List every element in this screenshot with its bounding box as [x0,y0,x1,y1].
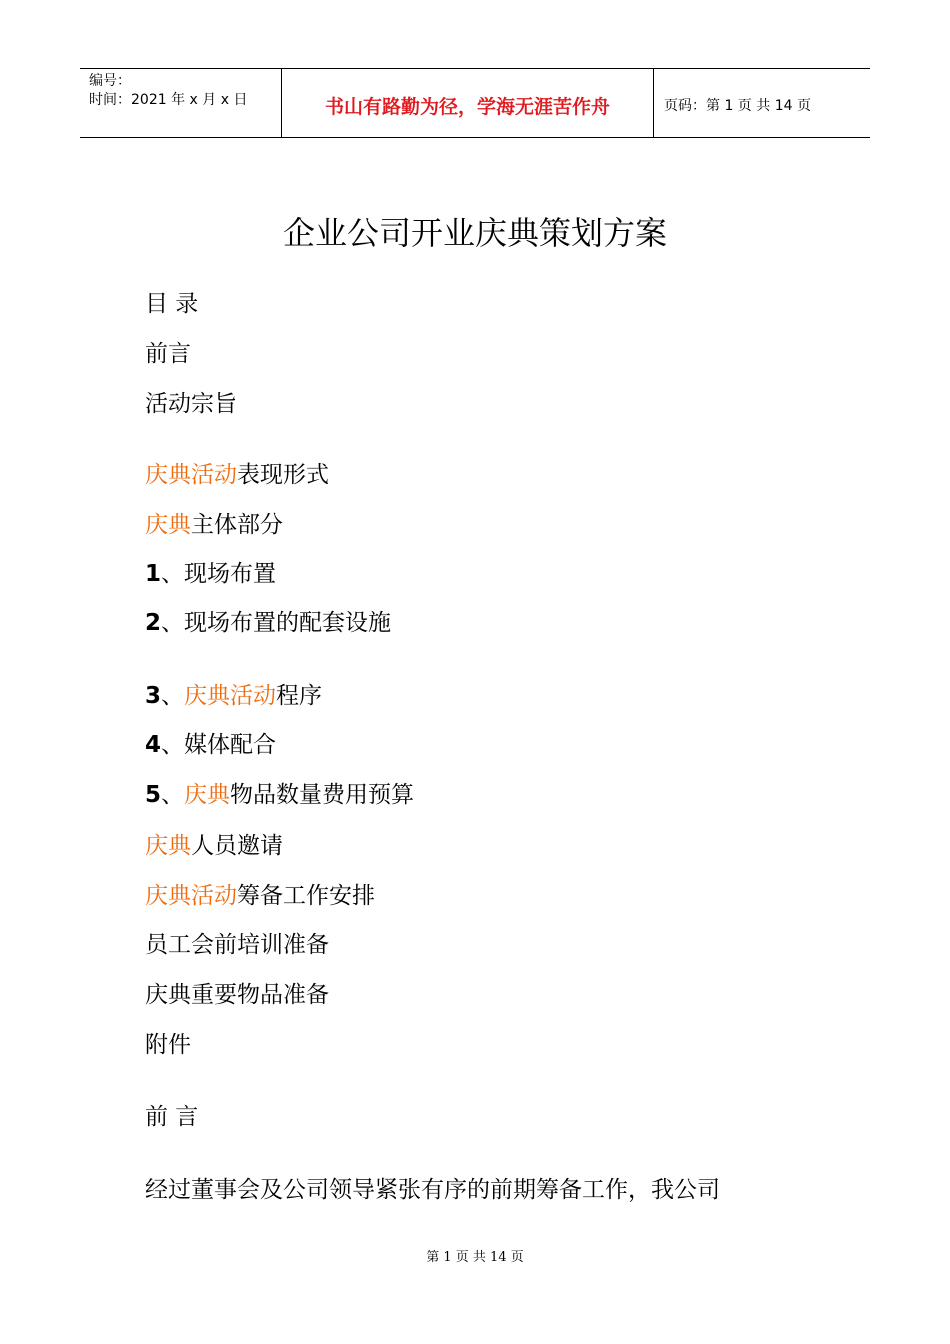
page-footer: 第 1 页 共 14 页 [426,1250,524,1265]
body-paragraph: 经过董事会及公司领导紧张有序的前期筹备工作，我公司 [145,1177,720,1203]
header-page-number: 页码：第 1 页 共 14 页 [664,98,811,114]
page-header [80,68,870,138]
toc-item: 庆典重要物品准备 [145,982,329,1008]
section-heading: 前 言 [145,1104,199,1130]
toc-item: 员工会前培训准备 [145,932,329,958]
toc-item: 3、庆典活动程序 [145,683,323,709]
toc-item: 前言 [145,341,191,367]
toc-item: 庆典人员邀请 [145,833,283,859]
toc-item: 1、现场布置 [145,561,277,587]
toc-item: 5、庆典物品数量费用预算 [145,782,415,808]
header-motto: 书山有路勤为径，学海无涯苦作舟 [281,69,654,137]
document-title: 企业公司开业庆典策划方案 [282,214,667,252]
header-meta [80,69,281,137]
toc-heading: 目 录 [145,291,199,317]
toc-item: 庆典主体部分 [145,512,283,538]
toc-item: 庆典活动筹备工作安排 [145,883,375,909]
number-label: 编号： [89,73,131,89]
toc-item: 4、媒体配合 [145,732,277,758]
toc-item: 活动宗旨 [145,391,237,417]
time-label: 时间：2021 年 x 月 x 日 [89,92,248,108]
toc-item: 庆典活动表现形式 [145,462,329,488]
toc-item: 附件 [145,1032,191,1058]
toc-item: 2、现场布置的配套设施 [145,610,392,636]
